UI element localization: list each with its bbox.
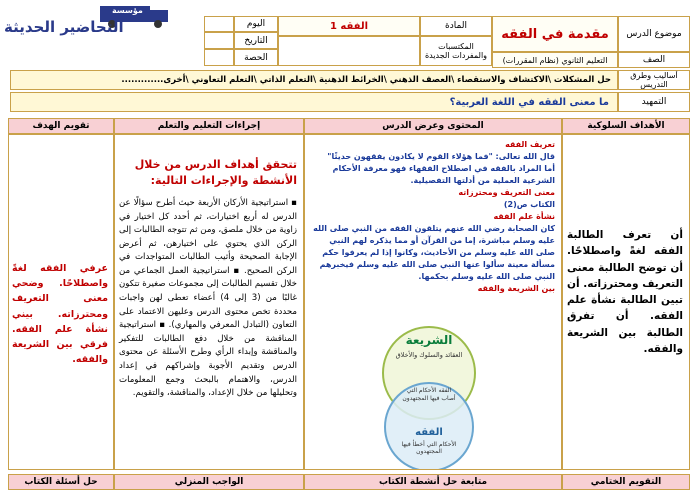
footer-final: التقويم الختامي <box>562 474 690 490</box>
vocab-value <box>278 36 420 66</box>
subject-value: الفقه 1 <box>278 16 420 36</box>
footer-homework: الواجب المنزلي <box>114 474 304 490</box>
heading-sharia-fiqh: بين الشريعة والفقه <box>477 284 555 293</box>
logo <box>0 0 190 44</box>
footer-answers: حل أسئلة الكتاب <box>8 474 114 490</box>
topic-label: موضوع الدرس <box>618 16 690 52</box>
venn-top-sub: العقائد والسلوك والأخلاق <box>395 351 463 359</box>
origin-text: كان الصحابة رضي الله عنهم يتلقون الفقه من النبي صلى الله عليه وسلم مباشرة، إما من القرآن أو مما يذكره لهم النبي صلى الله عليه وسلم من الأحاديث، وكانوا إذا لم يعرفوا حكم مسألة معينة سألوا عنها النبي صلى الله عليه وسلم فيخبرهم النبي صلى الله عليه وسلم بحكمها. <box>313 224 555 281</box>
logo-main-text: التحاضير الحديثة <box>4 18 124 36</box>
venn-bottom-title: الفقه <box>415 427 443 438</box>
col-content: المحتوى وعرض الدرس <box>304 118 562 134</box>
content-text <box>309 139 555 295</box>
objectives-text: أن تعرف الطالبة الفقه لغةً واصطلاحًا. أن توضح الطالبة معنى التعريف ومحترزاته. أن تبين الطالبة نشأة علم الفقه. أن تفرق الطالبة بين الشريعة والفقه. <box>567 229 683 355</box>
intro-value: ما معنى الفقه في اللغة العربية؟ <box>10 92 618 112</box>
intro-label: التمهيد <box>618 92 690 112</box>
grade-value: التعليم الثانوي (نظام المقررات) <box>492 52 618 68</box>
period-value <box>204 49 234 66</box>
methods-value: حل المشكلات \الاكتشاف والاستقصاء \العصف الذهني \الخرائط الذهنية \التعلم الذاتي \التعلم التعاوني \أخرى............. <box>10 70 618 90</box>
book-ref: الكتاب ص(2) <box>503 200 555 209</box>
heading-origin: نشأة علم الفقه <box>493 212 555 221</box>
topic-value: مقدمة في الفقه <box>492 16 618 52</box>
footer-activity: متابعة حل أنشطة الكتاب <box>304 474 562 490</box>
day-value <box>204 16 234 32</box>
period-label: الحصة <box>234 49 278 66</box>
vocab-label: المكتسبات والمفردات الجديدة <box>420 36 492 66</box>
date-value <box>204 32 234 49</box>
col-assessment: تقويم الهدف <box>8 118 114 134</box>
venn-top-title: الشريعة <box>405 333 453 347</box>
venn-bottom-sub: الأحكام التي أخطأ فيها المجتهدون <box>401 441 457 455</box>
procedures-column <box>114 134 304 470</box>
logo-small-text: مؤسسة <box>112 6 143 15</box>
quote-text: قال الله تعالى: "فما هؤلاء القوم لا يكادون يفقهون حديثًا" <box>327 152 555 161</box>
assessment-text: عرفي الفقه لغةً واصطلاحًا. وضحي معنى التعريف ومحترزاته. بيني نشأة علم الفقه. فرقي بين الشريعة والفقه. <box>12 263 108 366</box>
heading-definition: تعريف الفقه <box>505 140 555 149</box>
objectives-column <box>562 134 690 470</box>
venn-mid: الفقه الأحكام التي أصاب فيها المجتهدون <box>402 387 456 403</box>
grade-label: الصف <box>618 52 690 68</box>
content-column <box>304 134 562 470</box>
day-label: اليوم <box>234 16 278 32</box>
assessment-column <box>8 134 114 470</box>
procedures-title: تتحقق أهداف الدرس من خلال الأنشطة والإجراءات التالية: <box>134 158 297 187</box>
definition-text: أما المراد بالفقه في اصطلاح الفقهاء فهو معرفة الأحكام الشرعية العملية من أدلتها التفصيلية. <box>332 164 555 185</box>
col-objectives: الأهداف السلوكية <box>562 118 690 134</box>
venn-diagram <box>367 323 497 469</box>
subject-label: المادة <box>420 16 492 36</box>
methods-label: أساليب وطرق التدريس <box>618 70 690 90</box>
procedures-body: ▪ استراتيجية الأركان الأربعة حيث أطرح سؤالًا عن الدرس له أربع اختيارات، ثم أحدد كل اختيار في زاوية من خلال ملصق، ومن ثم تتوجه الطالبات إلى الركن الذي يحتوي على اختيارهن، ثم أعرض الإجابة الصحيحة وأثيب الطالبات المتواجدات في الركن الصحيح. ▪ استراتيجية العمل الجماعي من خلال تقسيم الطالبات إلى مجموعات صغيرة تتكون غالبًا من (3 إلى 4) أعضاء تعطى لهن واجبات محددة تخص محتوى الدرس وعليهن الاعتماد على التعاون (التبادل المعرفي والمهاري). ▪ استراتيجية المناقشة من خلال دفع الطالبات للتفكير والمناقشة وإبداء الرأي وطرح الأسئلة عن محتوى الدرس وتقديم الأجوبة وإشراكهم في إعداد الدرس، والاهتمام بالبحث وجمع المعلومات وتحليلها من خلال الإعداد، والمناقشة، والتقويم. <box>119 198 298 399</box>
date-label: التاريخ <box>234 32 278 49</box>
col-procedures: إجراءات التعليم والتعلم <box>114 118 304 134</box>
heading-meaning: معنى التعريف ومحترزاته <box>458 188 555 197</box>
